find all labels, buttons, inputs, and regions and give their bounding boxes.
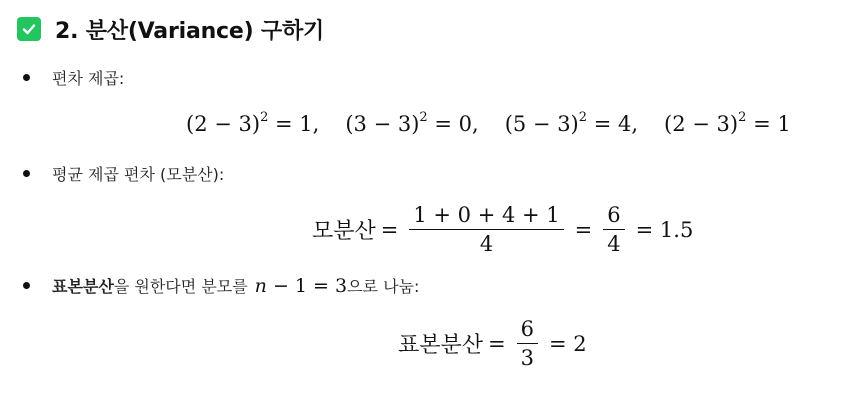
bullet-dot [23,74,30,81]
bullet-dot [23,170,30,177]
fraction: $\frac{6}{4}$ [603,203,624,256]
list-item-sample-variance [23,274,419,297]
section-heading [17,12,324,46]
equation-term: $(2 - 3)^2 = 1$ [664,110,791,136]
heading-title: 2. 분산(Variance) 구하기 [55,18,325,44]
list-item-population-variance [23,162,224,185]
population-variance-equation: 모분산 = $\frac{1 + 0 + 4 + 1}{4}$ = $\frac{6}{4}$ = 1.5 [312,203,694,257]
list-item-bold-label: 표본분산 [52,277,114,296]
bullet-dot [23,282,30,289]
fraction: $\frac{1 + 0 + 4 + 1}{4}$ [409,203,563,256]
sample-variance-equation: 표본분산 = $\frac{6}{3}$ = 2 [398,317,587,371]
list-item-label: 으로 나눔: [347,277,420,296]
check-icon [17,17,41,41]
equation-term: $(2 - 3)^2 = 1$, [186,110,320,136]
list-item-label: 을 원한다면 분모를 [113,277,248,296]
inline-math: n − 1 = 3 [254,274,348,297]
list-item-label: 평균 제곱 편차 (모분산): [52,165,225,184]
equation-term: $(5 - 3)^2 = 4$, [504,110,639,136]
equation-lhs: 표본분산 [398,333,484,359]
squared-deviations-equation [186,112,791,136]
equation-lhs: 모분산 [312,219,376,245]
list-item-label: 편차 제곱: [52,69,125,88]
equation-term: $(3 - 3)^2 = 0$, [345,110,479,136]
list-item-squared-deviations [23,66,124,89]
fraction: $\frac{6}{3}$ [517,317,538,370]
